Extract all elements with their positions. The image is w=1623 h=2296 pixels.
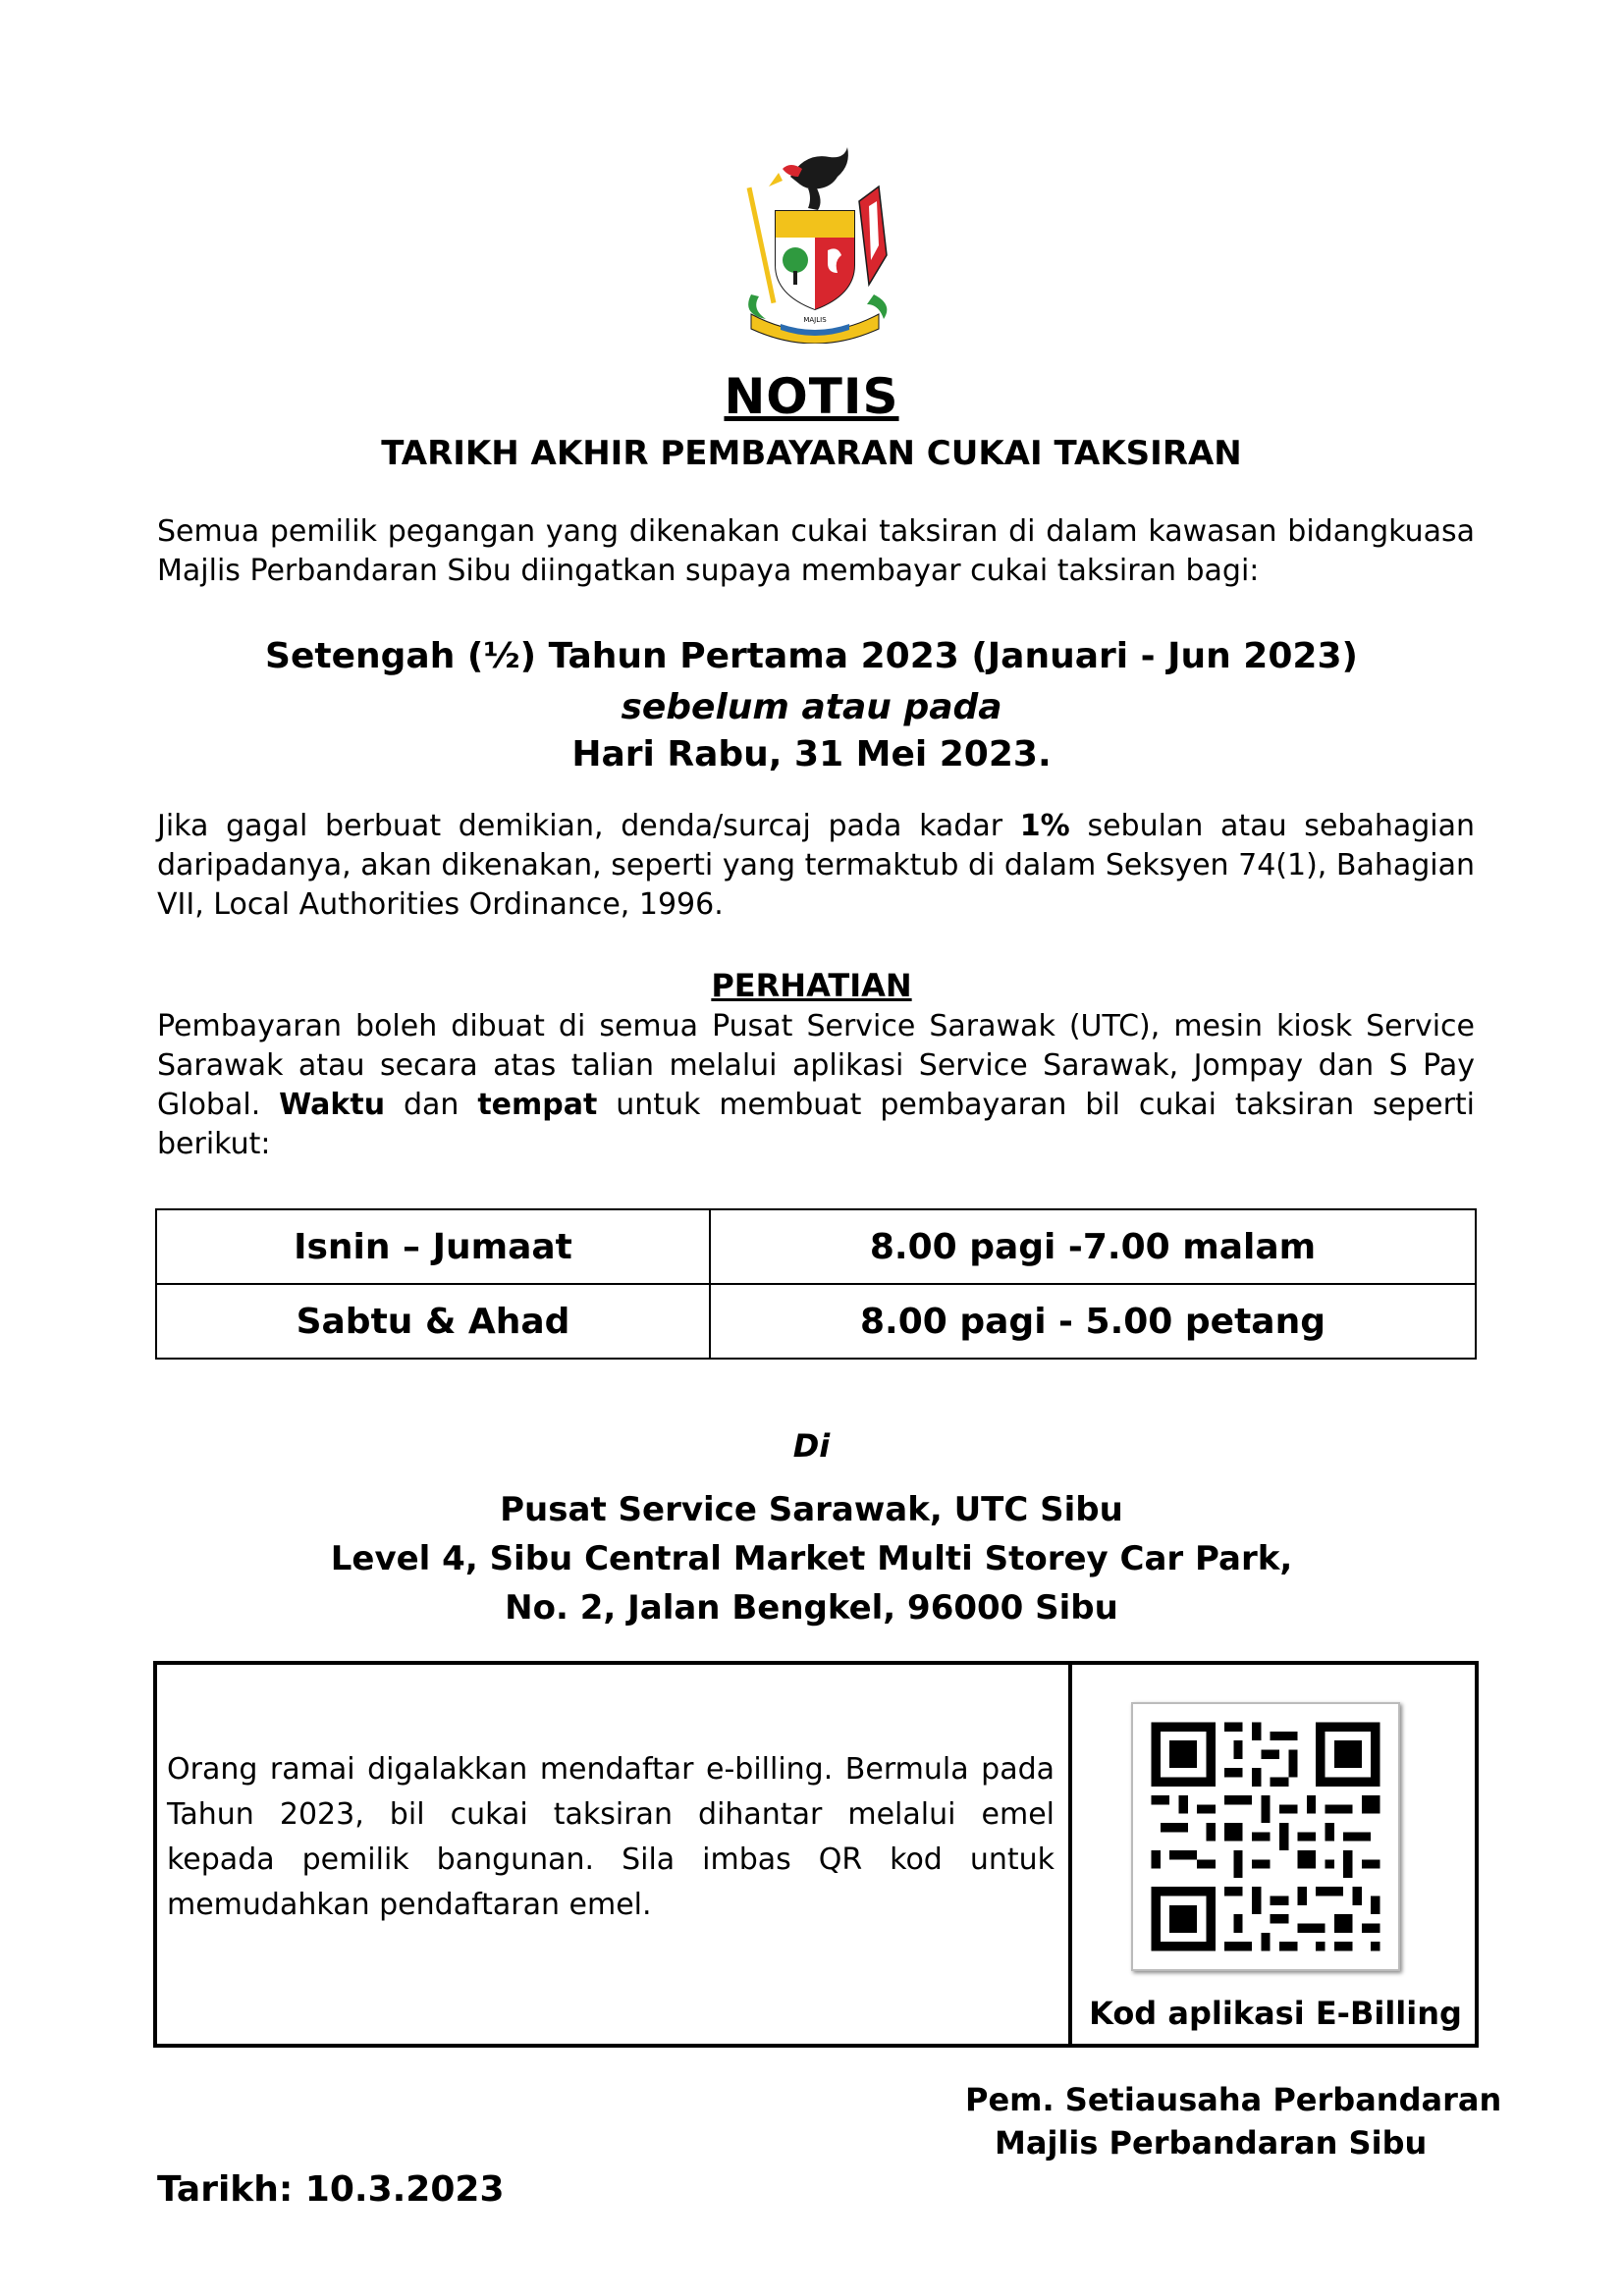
signature-title: Pem. Setiausaha Perbandaran (965, 2081, 1502, 2118)
ebilling-divider (1068, 1665, 1072, 2044)
perhatian-paragraph (157, 1007, 1475, 1164)
perhatian-text-1: Pembayaran boleh dibuat di semua Pusat Service Sarawak (UTC), mesin kiosk Service Sarawak atau secara atas talian melalui aplikasi Service Sarawak, Jompay dan S Pay Global. (157, 1009, 1475, 1122)
perhatian-text-3: untuk membuat pembayaran bil cukai taksiran seperti berikut: (157, 1088, 1476, 1161)
penalty-rate: 1% (1019, 809, 1070, 843)
ebilling-qr-code[interactable] (1131, 1702, 1400, 1971)
hours-time-cell: 8.00 pagi -7.00 malam (710, 1209, 1476, 1284)
penalty-text-after: sebulan atau sebahagian daripadanya, akan dikenakan, seperti yang termaktub di dalam Seksyen 74(1), Bahagian VII, Local Authorities Ordinance, 1996. (157, 809, 1475, 922)
municipal-crest-logo (722, 147, 908, 344)
location-prefix: Di (792, 1427, 831, 1465)
hours-time-cell: 8.00 pagi - 5.00 petang (710, 1284, 1476, 1359)
perhatian-text-2: dan (385, 1088, 478, 1122)
deadline-period: Setengah (½) Tahun Pertama 2023 (Januari - Jun 2023) (265, 636, 1358, 676)
ebilling-text: Orang ramai digalakkan mendaftar e-billing. Bermula pada Tahun 2023, bil cukai taksiran dihantar melalui emel kepada pemilik bangunan. Sila imbas QR kod untuk memudahkan pendaftaran emel. (167, 1752, 1055, 1922)
hours-days-cell: Sabtu & Ahad (156, 1284, 710, 1359)
location-line-2: Level 4, Sibu Central Market Multi Storey Car Park, (330, 1539, 1293, 1578)
ebilling-box (153, 1661, 1479, 2048)
deadline-date: Hari Rabu, 31 Mei 2023. (571, 734, 1052, 774)
notice-date: Tarikh: 10.3.2023 (157, 2169, 505, 2210)
intro-paragraph: Semua pemilik pegangan yang dikenakan cukai taksiran di dalam kawasan bidangkuasa Majlis Perbandaran Sibu diingatkan supaya membayar cukai taksiran bagi: (157, 514, 1475, 588)
opening-hours-table (155, 1208, 1477, 1360)
qr-code-label: Kod aplikasi E-Billing (1089, 1995, 1462, 2032)
table-row (156, 1209, 1476, 1284)
signature-organization: Majlis Perbandaran Sibu (995, 2124, 1428, 2162)
location-line-1: Pusat Service Sarawak, UTC Sibu (500, 1490, 1123, 1529)
hours-days-cell: Isnin – Jumaat (156, 1209, 710, 1284)
penalty-text-before: Jika gagal berbuat demikian, denda/surcaj pada kadar (157, 809, 1020, 843)
deadline-connector: sebelum atau pada (621, 687, 1002, 727)
location-line-3: No. 2, Jalan Bengkel, 96000 Sibu (505, 1588, 1118, 1628)
notice-title: NOTIS (724, 368, 899, 425)
table-row (156, 1284, 1476, 1359)
perhatian-bold-tempat: tempat (477, 1088, 598, 1122)
notice-subtitle: TARIKH AKHIR PEMBAYARAN CUKAI TAKSIRAN (381, 434, 1242, 473)
perhatian-bold-waktu: Waktu (279, 1088, 386, 1122)
crest-motto-text: MAJLIS (803, 316, 827, 324)
penalty-paragraph (157, 807, 1475, 925)
perhatian-heading: PERHATIAN (711, 967, 912, 1004)
